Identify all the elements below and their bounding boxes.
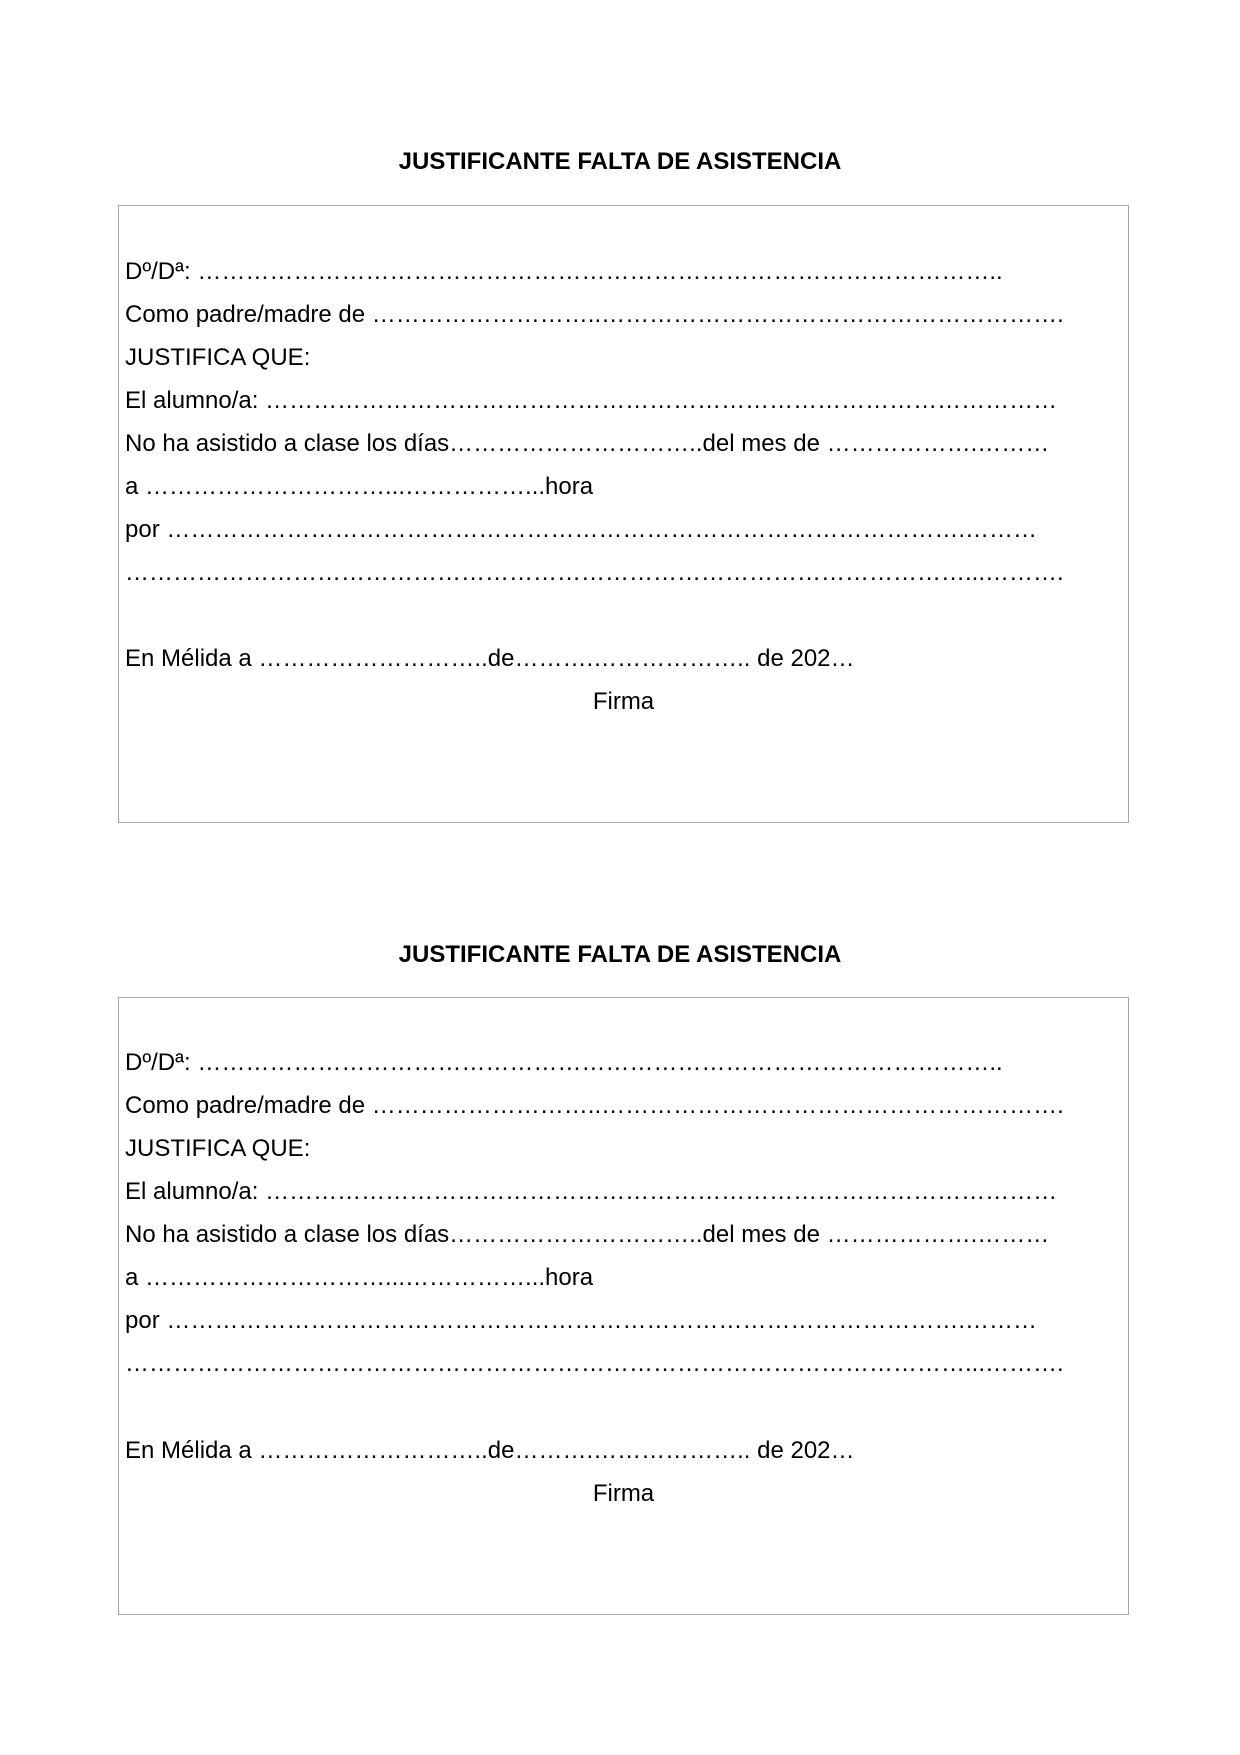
form-1-date-line: En Mélida a ………………………..de……….……………….. de 202… — [125, 645, 855, 672]
form-1-reason-continuation-line: ……………………………………………………………………………………………...………. — [125, 559, 1064, 586]
form-2-date-line: En Mélida a ………………………..de……….……………….. de 202… — [125, 1437, 855, 1464]
form-1-hour-line: a …………………………...……………...hora — [125, 473, 594, 500]
form-1-parent-of-line: Como padre/madre de ………………………..…………………………………………………. — [125, 301, 1064, 328]
form-2-reason-line: por ……………………………………………………………………………………….……… — [125, 1307, 1038, 1334]
form-2-justifies-label: JUSTIFICA QUE: — [125, 1135, 311, 1162]
form-2-signature-label: Firma — [592, 1480, 655, 1507]
form-2-student-line: El alumno/a: ……………………………………………………………………………………… — [125, 1178, 1058, 1205]
form-1-days-line: No ha asistido a clase los días…………………………..del mes de ……………….……… — [125, 430, 1050, 457]
form-2-hour-line: a …………………………...……………...hora — [125, 1264, 594, 1291]
form-2-title: JUSTIFICANTE FALTA DE ASISTENCIA — [398, 941, 842, 968]
form-2-parent-of-line: Como padre/madre de ………………………..…………………………………………………. — [125, 1092, 1064, 1119]
form-2-days-line: No ha asistido a clase los días…………………………..del mes de ……………….……… — [125, 1221, 1050, 1248]
form-1-box — [118, 205, 1129, 823]
form-2-parent-name-line: Dº/Dª: ……………………………………………………………………………………….. — [125, 1049, 1003, 1076]
form-2-box — [118, 997, 1129, 1615]
form-1-reason-line: por ……………………………………………………………………………………….……… — [125, 516, 1038, 543]
form-2-reason-continuation-line: ……………………………………………………………………………………………...………. — [125, 1350, 1064, 1377]
form-1-student-line: El alumno/a: ……………………………………………………………………………………… — [125, 387, 1058, 414]
form-1-title: JUSTIFICANTE FALTA DE ASISTENCIA — [398, 148, 842, 175]
form-1-signature-label: Firma — [592, 688, 655, 715]
form-1-parent-name-line: Dº/Dª: ……………………………………………………………………………………….. — [125, 258, 1003, 285]
form-1-justifies-label: JUSTIFICA QUE: — [125, 344, 311, 371]
